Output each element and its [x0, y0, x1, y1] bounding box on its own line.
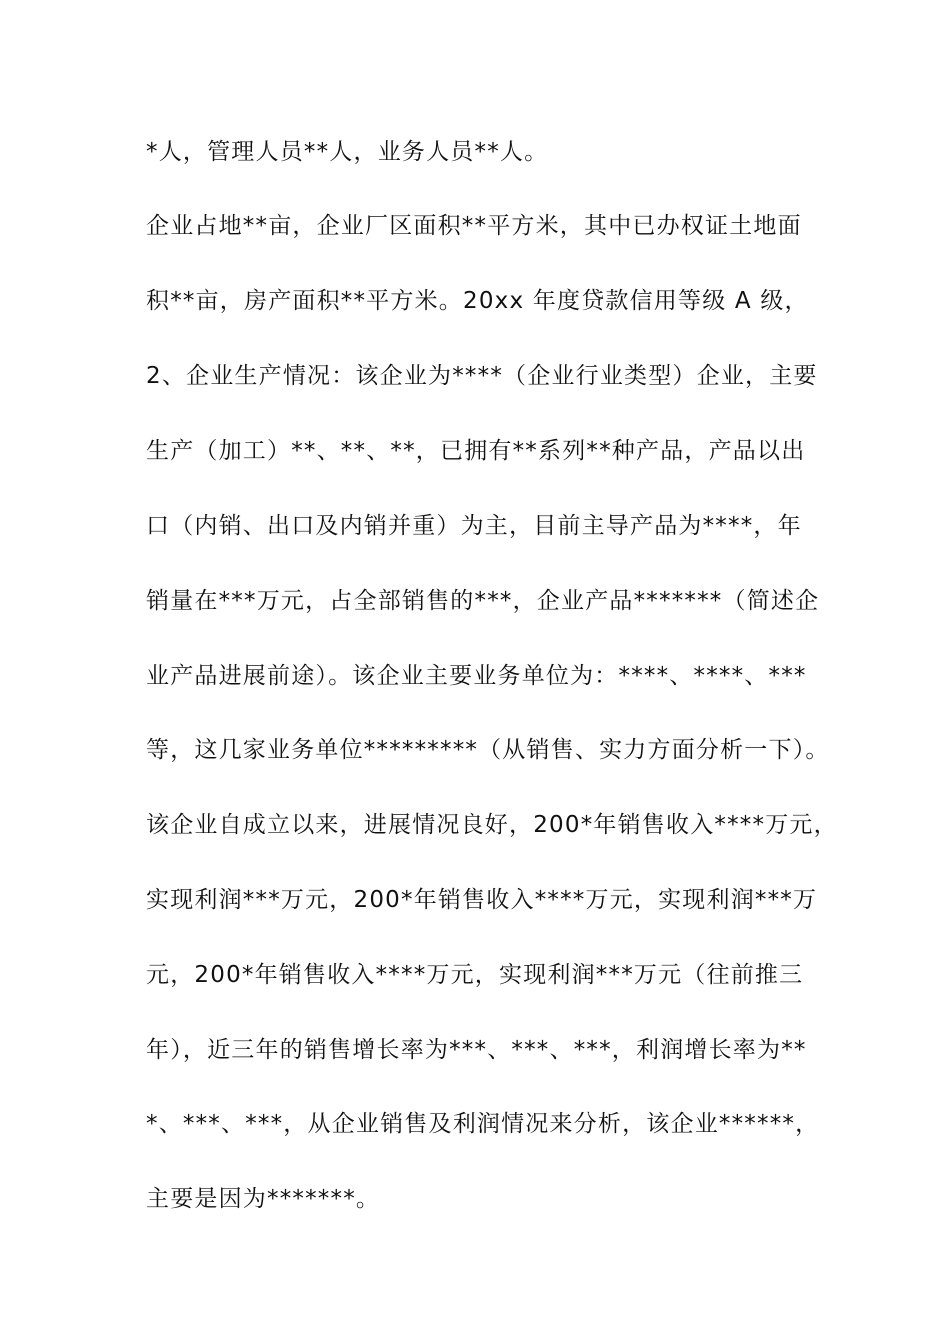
text-line: 元，200*年销售收入****万元，实现利润***万元（往前推三	[146, 962, 804, 988]
text-line: 口（内销、出口及内销并重）为主，目前主导产品为****，年	[146, 513, 802, 539]
text-line: 生产（加工）**、**、**，已拥有**系列**种产品，产品以出	[146, 438, 806, 464]
text-line: 业产品进展前途）。该企业主要业务单位为：****、****、***	[146, 663, 807, 689]
text-line: 销量在***万元，占全部销售的***，企业产品*******（简述企	[146, 588, 820, 614]
text-line: 年），近三年的销售增长率为***、***、***，利润增长率为**	[146, 1037, 807, 1063]
text-line: 主要是因为*******。	[146, 1186, 381, 1212]
text-line: 积**亩，房产面积**平方米。20xx 年度贷款信用等级 A 级，	[146, 288, 809, 314]
text-line: 实现利润***万元，200*年销售收入****万元，实现利润***万	[146, 887, 818, 913]
text-line: *人，管理人员**人，业务人员**人。	[146, 139, 549, 165]
text-line: 该企业自成立以来，进展情况良好，200*年销售收入****万元，	[146, 812, 838, 838]
text-line: 2、企业生产情况：该企业为****（企业行业类型）企业，主要	[146, 363, 818, 389]
text-line: *、***、***，从企业销售及利润情况来分析，该企业******，	[146, 1111, 820, 1137]
text-line: 企业占地**亩，企业厂区面积**平方米，其中已办权证土地面	[146, 213, 802, 239]
text-line: 等，这几家业务单位*********（从销售、实力方面分析一下）。	[146, 737, 830, 763]
